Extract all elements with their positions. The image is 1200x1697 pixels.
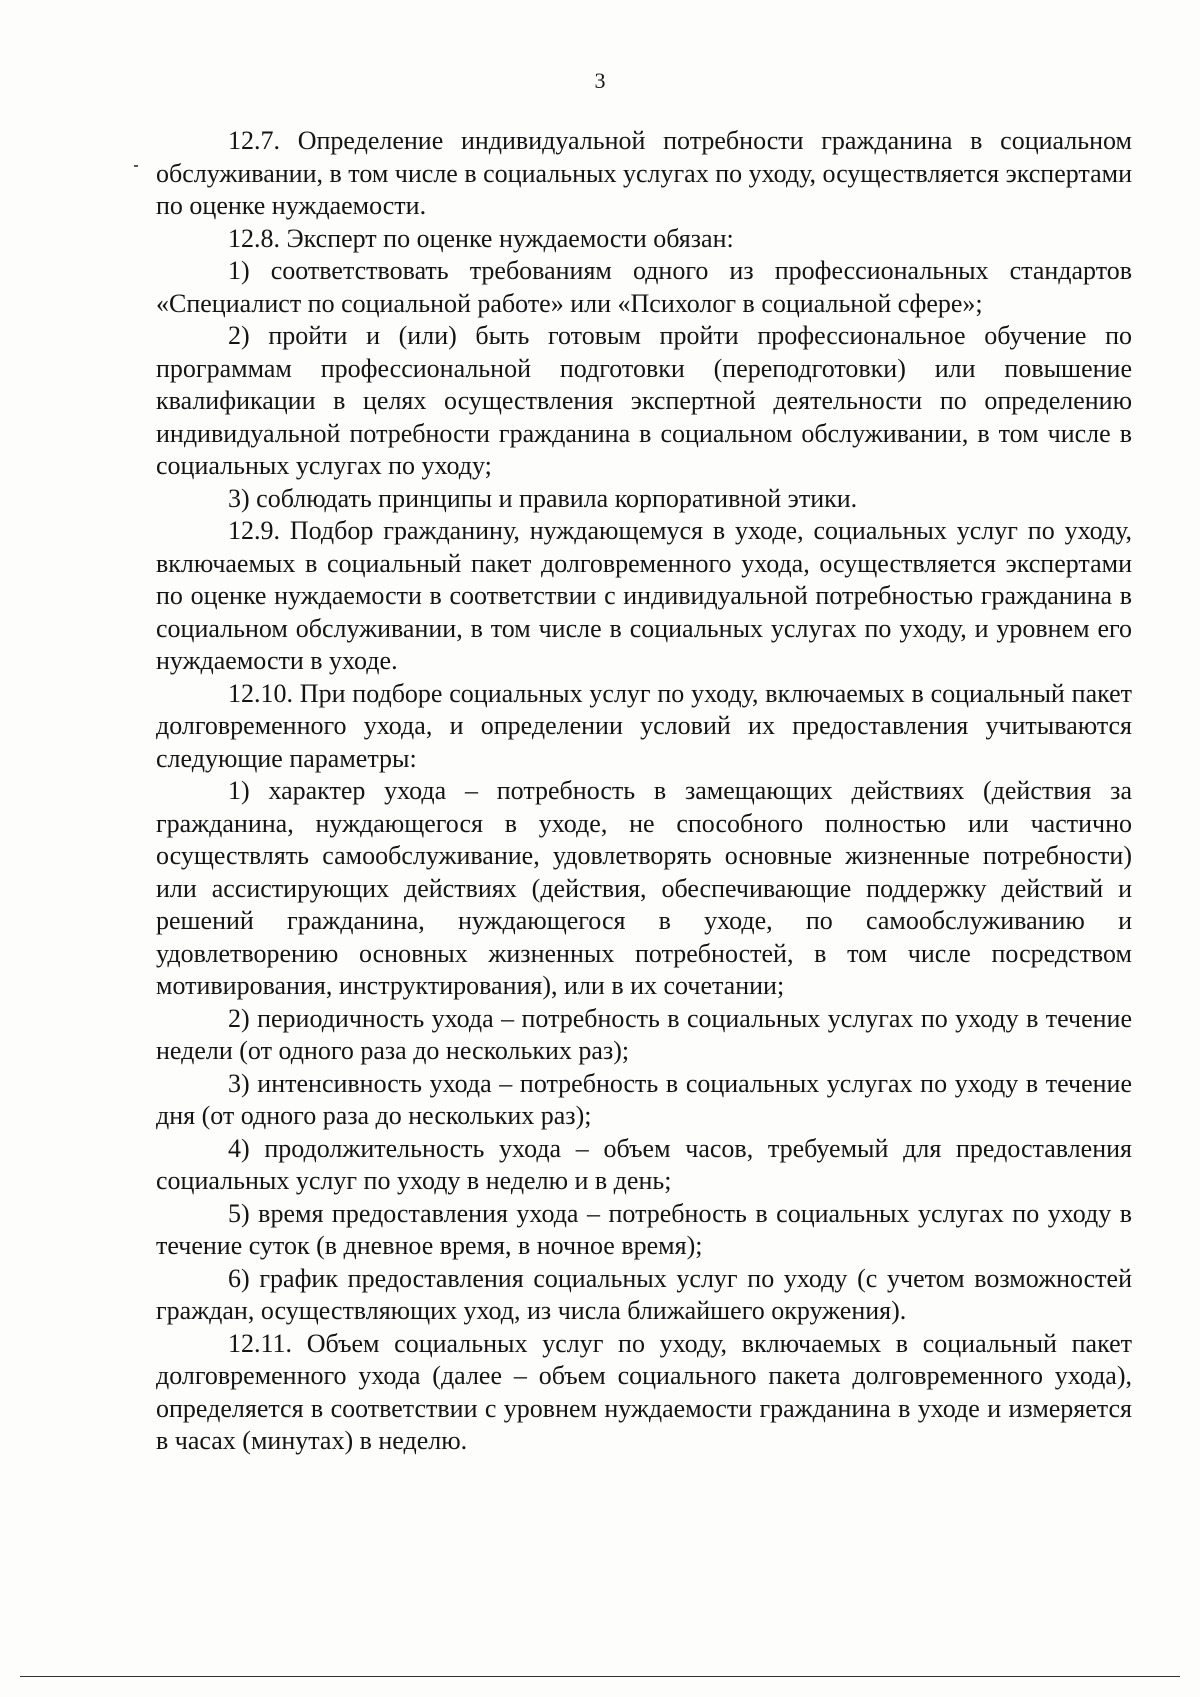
paragraph-12-10-item-1: 1) характер ухода – потребность в замещающих действиях (действия за гражданина, нуждающегося в уходе, не способного полностью или частично осуществлять самообслуживание, удовлетворять основные жизненные потребности) или ассистирующих действиях (действия, обеспечивающие поддержку действий и решений гражданина, нуждающегося в уходе, по самообслуживанию и удовлетворению основных жизненных потребностей, в том числе посредством мотивирования, инструктирования), или в их сочетании;: [156, 776, 1132, 1000]
document-body: [156, 125, 1132, 1458]
paragraph-12-8: 12.8. Эксперт по оценке нуждаемости обязан:: [228, 223, 734, 253]
paragraph-12-10: 12.10. При подборе социальных услуг по уходу, включаемых в социальный пакет долговременного ухода, и определении условий их предоставления учитываются следующие параметры:: [156, 678, 1132, 773]
paragraph-12-8-item-2: 2) пройти и (или) быть готовым пройти профессиональное обучение по программам профессиональной подготовки (переподготовки) или повышение квалификации в целях осуществления экспертной деятельности по определению индивидуальной потребности гражданина в социальном обслуживании, в том числе в социальных услугах по уходу;: [156, 321, 1132, 480]
paragraph-12-10-item-4: 4) продолжительность ухода – объем часов, требуемый для предоставления социальных услуг по уходу в неделю и в день;: [156, 1133, 1132, 1195]
page-number: 3: [594, 68, 606, 93]
page-bottom-rule: [20, 1676, 1180, 1677]
paragraph-12-11: 12.11. Объем социальных услуг по уходу, включаемых в социальный пакет долговременного ухода (далее – объем социального пакета долговременного ухода), определяется в соответствии с уровнем нуждаемости гражданина в уходе и измеряется в часах (минутах) в неделю.: [156, 1328, 1132, 1455]
paragraph-12-8-item-1: 1) соответствовать требованиям одного из профессиональных стандартов «Специалист по социальной работе» или «Психолог в социальной сфере»;: [156, 256, 1132, 318]
paragraph-12-8-item-3: 3) соблюдать принципы и правила корпоративной этики.: [228, 483, 858, 513]
paragraph-12-9: 12.9. Подбор гражданину, нуждающемуся в уходе, социальных услуг по уходу, включаемых в социальный пакет долговременного ухода, осуществляется экспертами по оценке нуждаемости в соответствии с индивидуальной потребностью гражданина в социальном обслуживании, в том числе в социальных услугах по уходу, и уровнем его нуждаемости в уходе.: [156, 516, 1132, 675]
paragraph-12-7: 12.7. Определение индивидуальной потребности гражданина в социальном обслуживании, в том числе в социальных услугах по уходу, осуществляется экспертами по оценке нуждаемости.: [156, 126, 1132, 220]
scan-artifact: [134, 165, 138, 167]
paragraph-12-10-item-5: 5) время предоставления ухода – потребность в социальных услугах по уходу в течение суток (в дневное время, в ночное время);: [156, 1198, 1132, 1260]
paragraph-12-10-item-6: 6) график предоставления социальных услуг по уходу (с учетом возможностей граждан, осуществляющих уход, из числа ближайшего окружения).: [156, 1263, 1132, 1325]
paragraph-12-10-item-2: 2) периодичность ухода – потребность в социальных услугах по уходу в течение недели (от одного раза до нескольких раз);: [156, 1003, 1132, 1065]
paragraph-12-10-item-3: 3) интенсивность ухода – потребность в социальных услугах по уходу в течение дня (от одного раза до нескольких раз);: [156, 1068, 1132, 1130]
